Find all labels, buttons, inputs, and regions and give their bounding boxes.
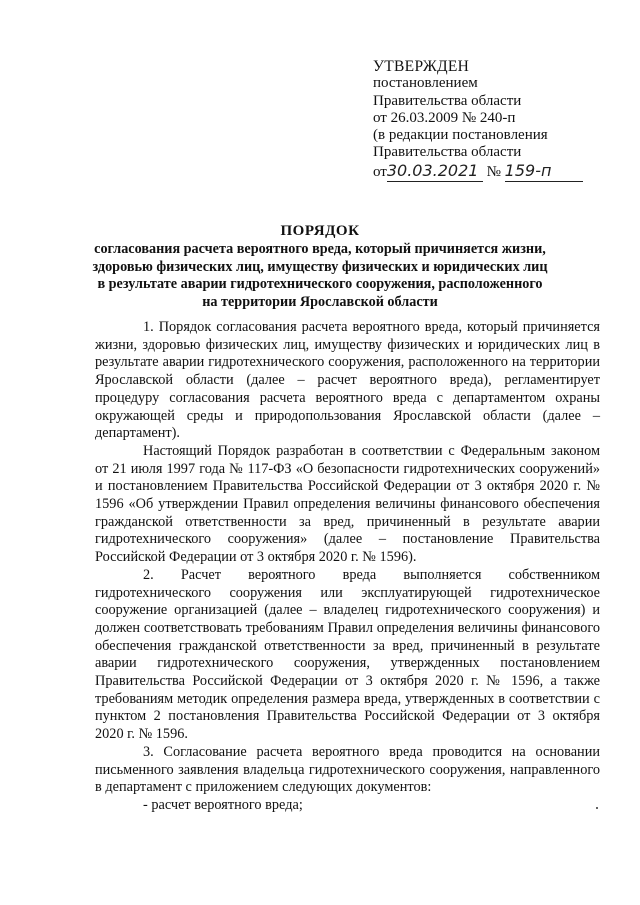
paragraph-1: 1. Порядок согласования расчета вероятного вреда, который причиняется жизни, здоровью физических лиц, имуществу физических и юридических лиц в результате аварии гидротехнического сооружения, расположенного на территории Ярославской области (далее – расчет вероятного вреда), регламентирует процедуру согласования расчета вероятного вреда с департаментом охраны окружающей среды и природопользования Ярославской области (далее – департамент). xyxy=(95,319,600,442)
approval-line: постановлением xyxy=(373,75,478,92)
number-field xyxy=(505,162,583,182)
scan-speck xyxy=(596,807,598,809)
document-body xyxy=(95,319,600,815)
title-subtitle: согласования расчета вероятного вреда, который причиняется жизни, здоровью физических лиц, имуществу физических и юридических лиц в результате аварии гидротехнического сооружения, расположенного на территории Ярославской области xyxy=(92,241,548,310)
title-main: ПОРЯДОК xyxy=(280,223,360,239)
number-prefix: № xyxy=(486,163,501,180)
approval-line: (в редакции постановления xyxy=(373,127,548,144)
date-field xyxy=(387,162,483,182)
handwritten-number: 159-п xyxy=(504,160,552,180)
paragraph-2: Настоящий Порядок разработан в соответствии с Федеральным законом от 21 июля 1997 года № 117-ФЗ «О безопасности гидротехнических сооружений» и постановлением Правительства Российской Федерации от 3 октября 2020 г. № 1596 «Об утверждении Правил определения величины финансового обеспечения гражданской ответственности за вред, причиненный в результате аварии гидротехнического сооружения» (далее – постановление Правительства Российской Федерации от 3 октября 2020 г. № 1596). xyxy=(95,442,600,566)
paragraph-4: 3. Согласование расчета вероятного вреда проводится на основании письменного заявления владельца гидротехнического сооружения, направленного в департамент с приложением следующих документов: xyxy=(95,743,600,796)
approval-heading: УТВЕРЖДЕН xyxy=(373,58,470,75)
paragraph-3: 2. Расчет вероятного вреда выполняется собственником гидротехнического сооружения или эксплуатирующей гидротехническое сооружение организацией (далее – владелец гидротехнического сооружения) и должен соответствовать требованиям Правил определения величины финансового обеспечения гражданской ответственности за вред, причиненный в результате аварии гидротехнического сооружения, утвержденных постановлением Правительства Российской Федерации от 3 октября 2020 г. № 1596, а также требованиям методик определения размера вреда, утвержденных в соответствии с пунктом 2 постановления Правительства Российской Федерации от 3 октября 2020 г. № 1596. xyxy=(95,566,600,743)
approval-line: Правительства области xyxy=(373,92,522,109)
approval-line: Правительства области xyxy=(373,144,522,161)
approval-line: от 26.03.2009 № 240-п xyxy=(373,109,516,126)
document-title xyxy=(90,221,550,311)
approval-stamp xyxy=(373,58,623,182)
list-item: - расчет вероятного вреда; xyxy=(143,796,303,813)
approval-date-line xyxy=(373,162,623,182)
handwritten-date: 30.03.2021 xyxy=(386,160,479,180)
date-prefix: от xyxy=(373,163,387,180)
